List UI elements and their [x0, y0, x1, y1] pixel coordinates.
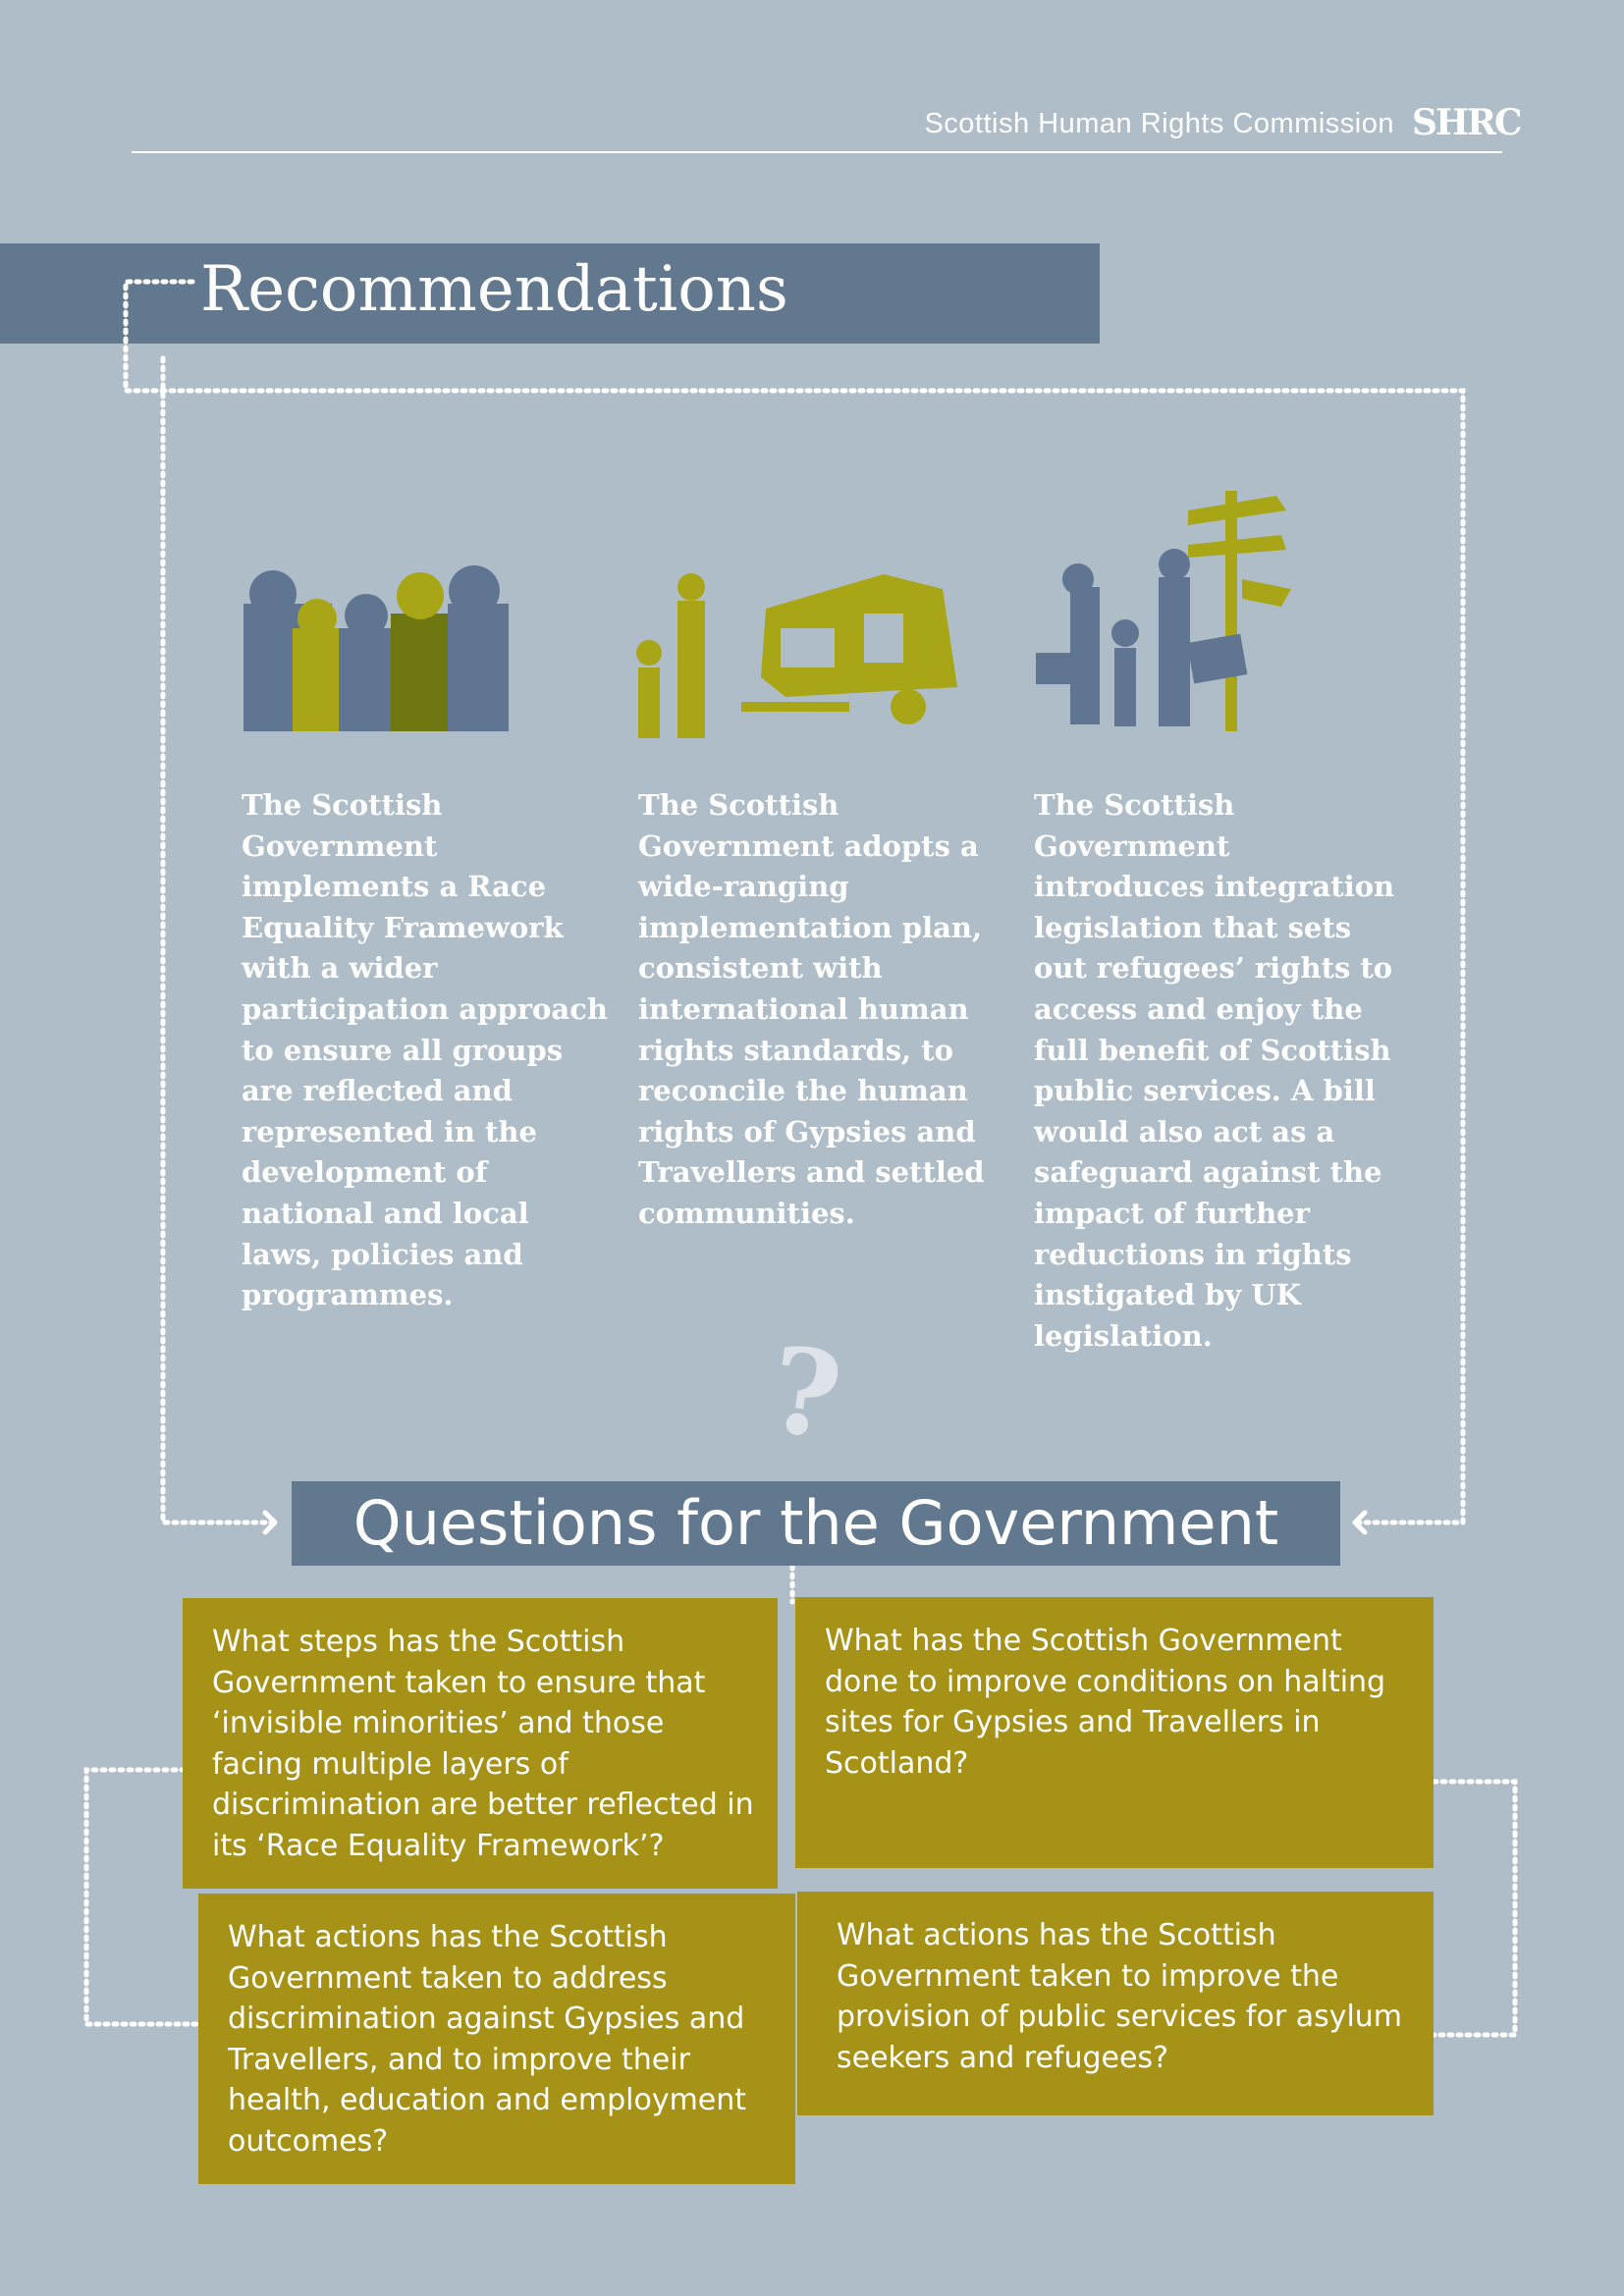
recommendations-title: Recommendations — [200, 253, 788, 326]
recommendation-text-3: The Scottish Government introduces integration legislation that sets out refugees’ rights to access and enjoy the full benefit of Scottish public services. A bill would also act as a safeguard against the impact of further reductions in rights instigated by UK legislation. — [1034, 788, 1395, 1353]
header-organization: Scottish Human Rights Commission — [924, 108, 1394, 139]
question-mark-icon: ? — [761, 1319, 849, 1468]
caravan-family-icon — [636, 573, 957, 738]
recommendation-text-2: The Scottish Government adopts a wide-ranging implementation plan, consistent with international human rights standards, to reconcile the human rights of Gypsies and Travellers and settled communities. — [638, 788, 985, 1230]
question-box-3: What actions has the Scottish Government taken to address discrimination against Gypsies and Travellers, and to improve their health, education and employment outcomes? — [198, 1894, 795, 2184]
shrc-logo: SHRC — [1412, 102, 1521, 143]
question-box-4: What actions has the Scottish Government taken to improve the provision of public services for asylum seekers and refugees? — [797, 1892, 1434, 2115]
family-group-icon — [244, 565, 509, 731]
questions-title: Questions for the Government — [352, 1487, 1279, 1559]
question-box-1: What steps has the Scottish Government taken to ensure that ‘invisible minorities’ and those facing multiple layers of discrimination are better reflected in its ‘Race Equality Framework’? — [183, 1598, 778, 1889]
recommendation-text-1: The Scottish Government implements a Race Equality Framework with a wider participation approach to ensure all groups are reflected and represented in the development of national and local laws, policies and programmes. — [242, 788, 608, 1312]
refugee-family-signpost-icon — [1036, 491, 1291, 731]
question-box-2: What has the Scottish Government done to improve conditions on halting sites for Gypsies and Travellers in Scotland? — [795, 1597, 1434, 1868]
